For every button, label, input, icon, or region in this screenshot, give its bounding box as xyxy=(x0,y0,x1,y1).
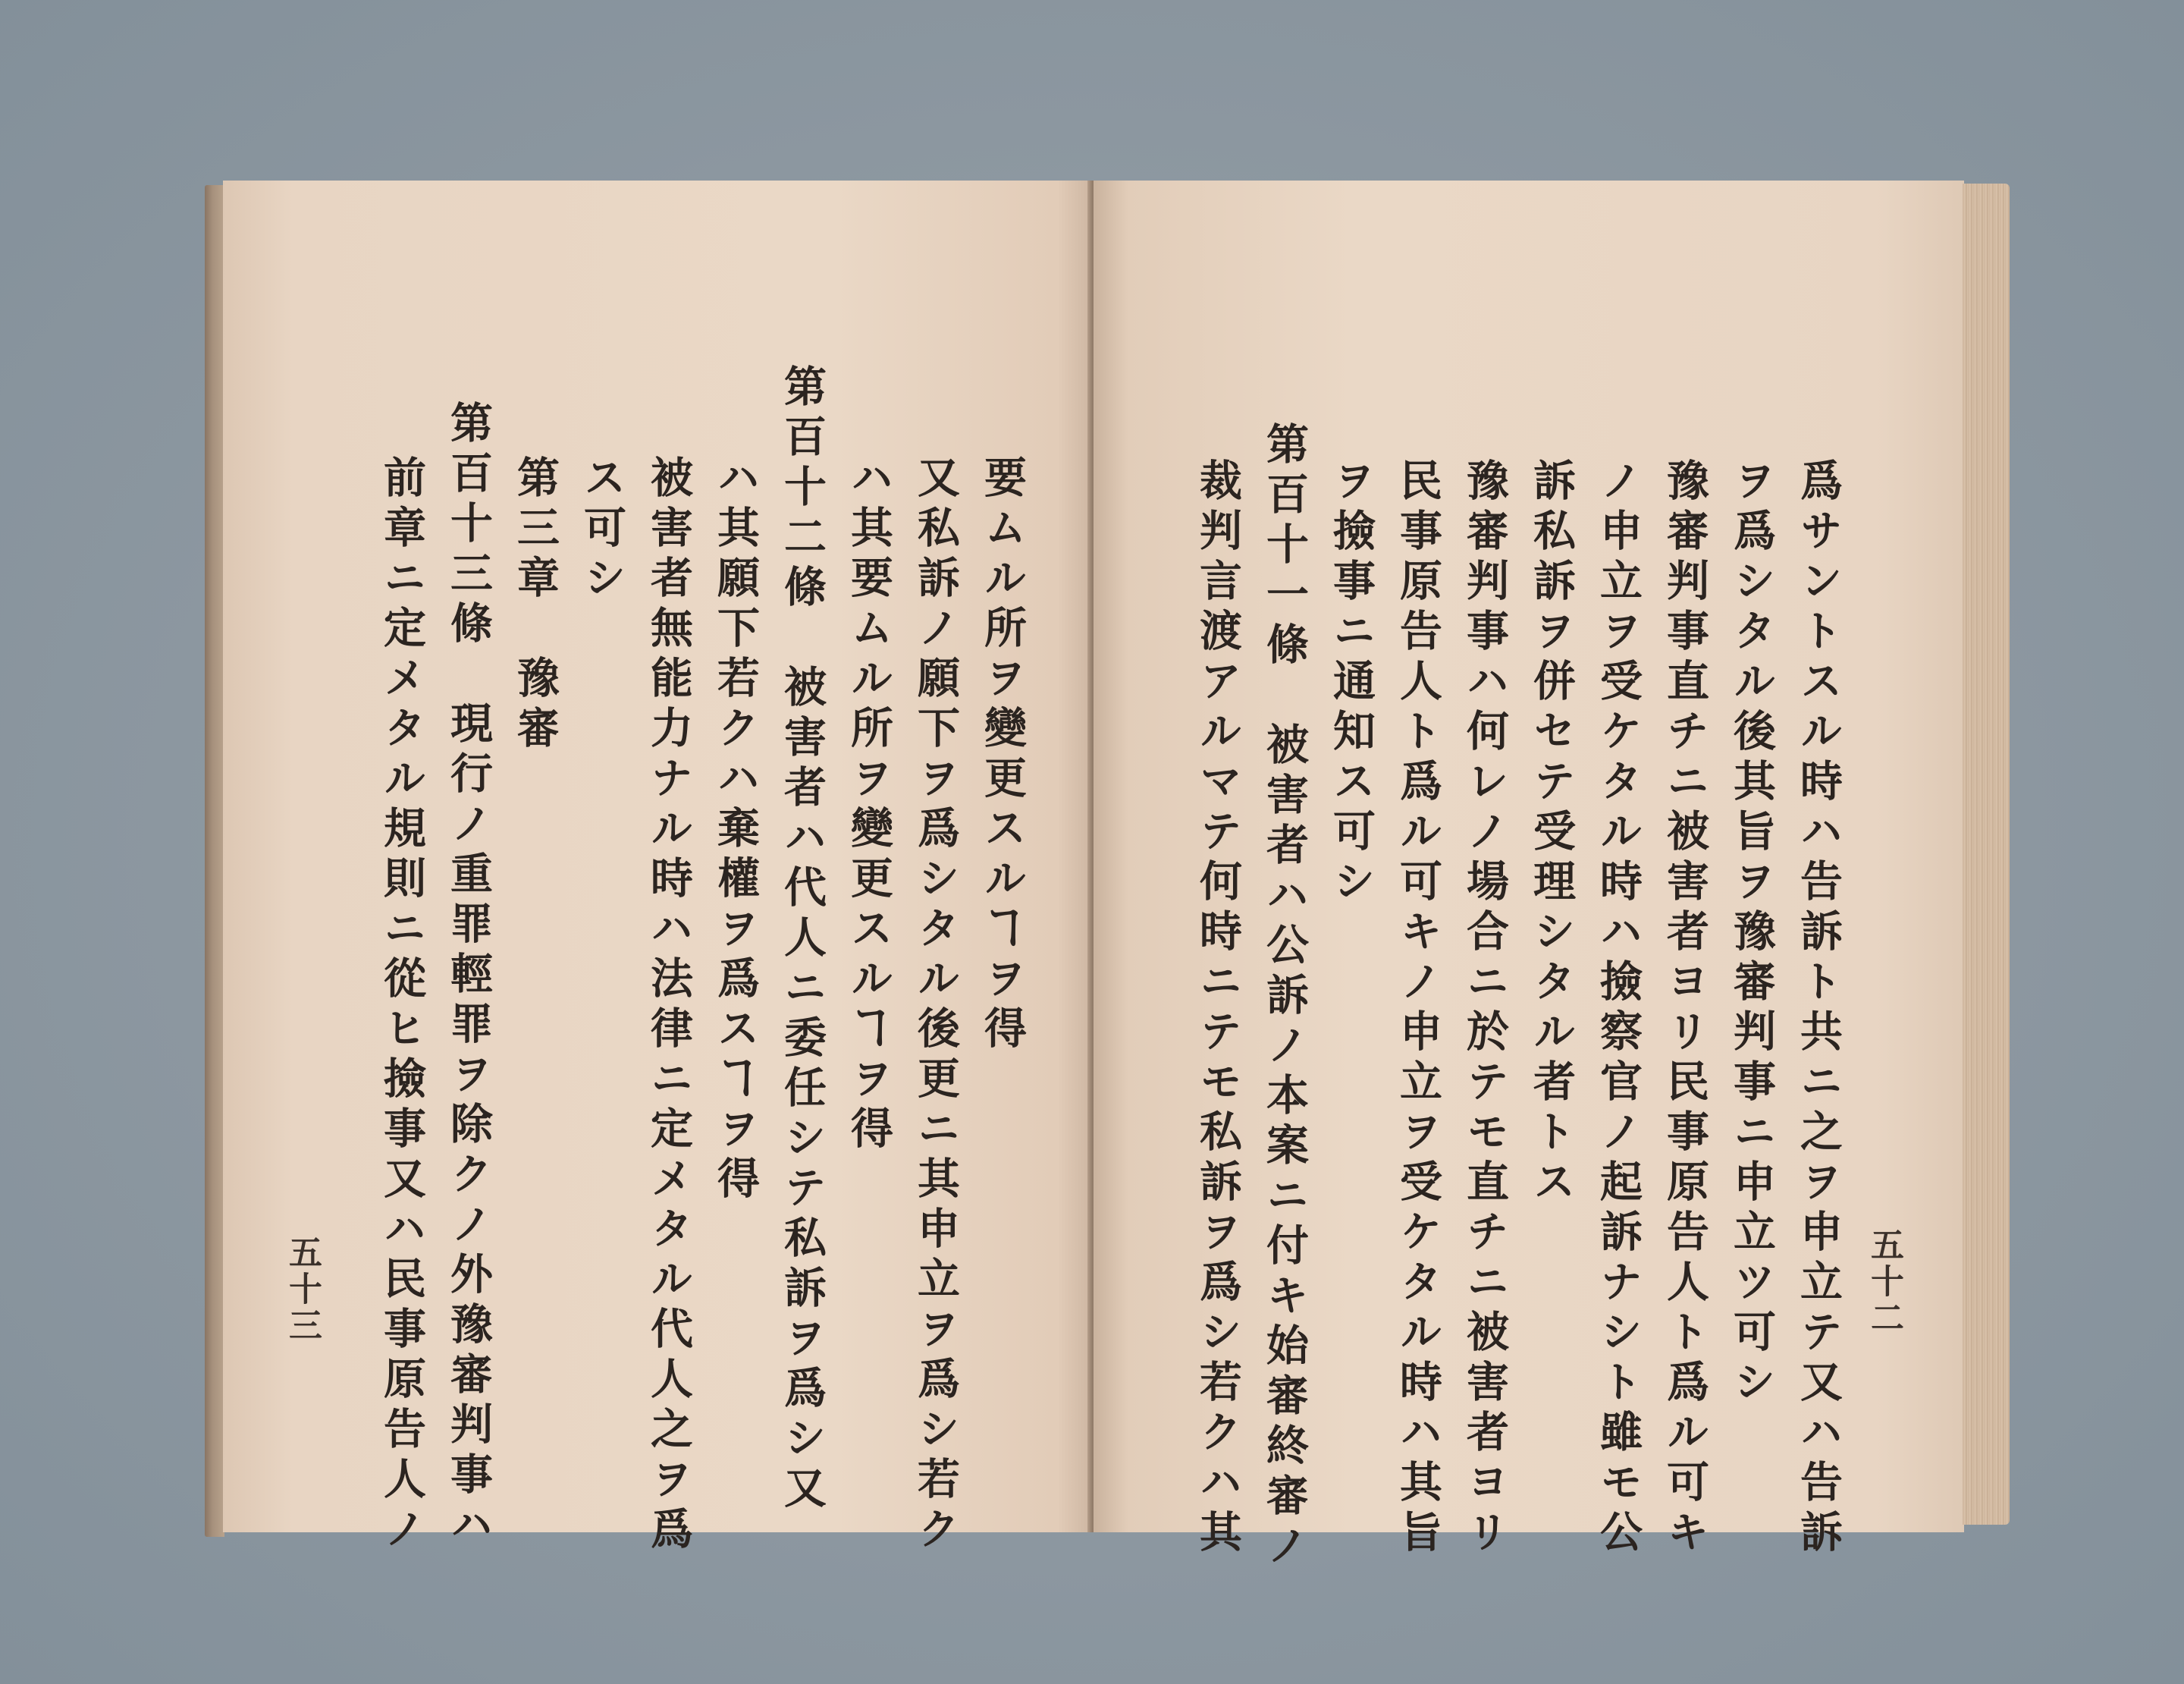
page-number: 五十三 xyxy=(283,1235,322,1344)
text-column: ノ申立ヲ受ケタル時ハ撿察官ノ起訴ナシト雖モ公 xyxy=(1593,458,1643,1560)
right-page-edge xyxy=(1963,184,2010,1525)
right-page xyxy=(1094,181,1964,1573)
page-number: 五十二 xyxy=(1865,1227,1903,1337)
text-column: 要ムル所ヲ變更スルヿヲ得 xyxy=(977,455,1028,1056)
text-column: 第百十一條 被害者ハ公訴ノ本案ニ付キ始審終審ノ xyxy=(1260,422,1310,1573)
open-book xyxy=(205,181,2010,1573)
left-page-edge xyxy=(205,185,224,1537)
left-page xyxy=(223,181,1092,1557)
text-column: 訴私訴ヲ併セテ受理シタル者トス xyxy=(1527,458,1577,1209)
text-column: 豫審判事ハ何レノ場合ニ於テモ直チニ被害者ヨリ xyxy=(1460,458,1510,1560)
text-column: 民事原告人ト爲ル可キノ申立ヲ受ケタル時ハ其旨 xyxy=(1393,458,1443,1560)
text-column: 爲サントスル時ハ告訴ト共ニ之ヲ申立テ又ハ告訴 xyxy=(1793,458,1844,1560)
text-column: 被害者無能力ナル時ハ法律ニ定メタル代人之ヲ爲 xyxy=(644,455,694,1557)
text-column: 第百十二條 被害者ハ代人ニ委任シテ私訴ヲ爲シ又 xyxy=(777,364,827,1516)
text-column: 裁判言渡アルマテ何時ニテモ私訴ヲ爲シ若クハ其 xyxy=(1193,458,1243,1560)
text-column: ハ其願下若クハ棄權ヲ爲スヿヲ得 xyxy=(711,455,761,1206)
text-column: 前章ニ定メタル規則ニ從ヒ撿事又ハ民事原告人ノ xyxy=(377,455,427,1557)
text-column: 第百十三條 現行ノ重罪輕罪ヲ除クノ外豫審判事ハ xyxy=(444,401,494,1552)
text-column: ス可シ xyxy=(577,455,627,605)
text-column: ヲ爲シタル後其旨ヲ豫審判事ニ申立ツ可シ xyxy=(1727,458,1777,1409)
chapter-heading: 第三章 豫審 xyxy=(510,455,560,756)
text-column: 又私訴ノ願下ヲ爲シタル後更ニ其申立ヲ爲シ若ク xyxy=(911,455,961,1557)
text-column: ヲ撿事ニ通知ス可シ xyxy=(1326,458,1376,909)
text-column: ハ其要ムル所ヲ變更スルヿヲ得 xyxy=(844,455,894,1156)
text-column: 豫審判事直チニ被害者ヨリ民事原告人ト爲ル可キ xyxy=(1660,458,1710,1560)
